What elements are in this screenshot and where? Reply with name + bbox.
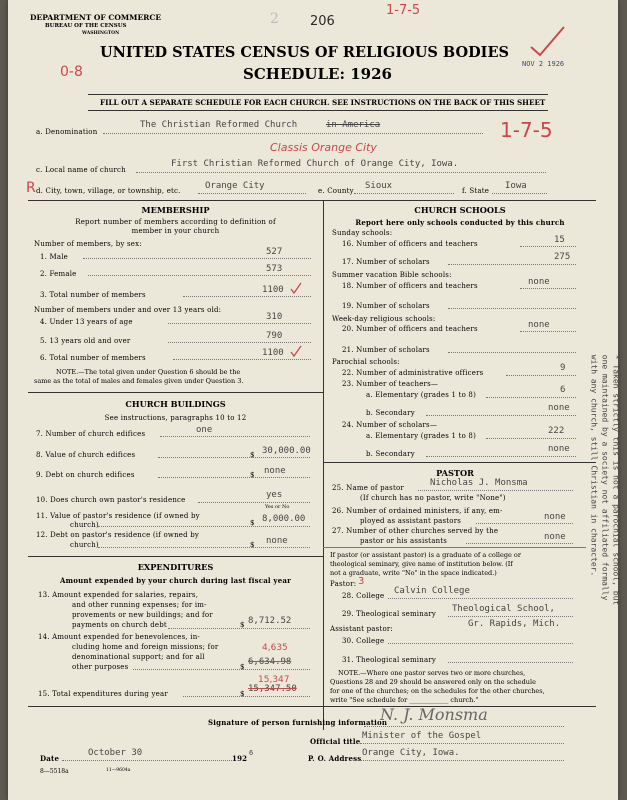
local-name-line (136, 172, 546, 173)
q29-value: Theological School, (452, 604, 555, 614)
official-title-value: Minister of the Gospel (362, 731, 482, 741)
census-schedule-page (8, 0, 621, 800)
pastor-intro-1: If pastor (or assistant pastor) is a graduate of a college or (330, 551, 521, 559)
yes-or-no-hint: Yes or No (265, 504, 290, 510)
buildings-top-rule (28, 392, 323, 393)
form-number-2: 11—9604a (106, 768, 131, 773)
q17-line (448, 264, 576, 265)
q22-label: 22. Number of administrative officers (342, 369, 484, 377)
pastor-intro-2: theological seminary, give name of institution below. (If (330, 560, 513, 568)
separate-schedule-instruction: FILL OUT A SEPARATE SCHEDULE FOR EACH CHURCH. SEE INSTRUCTIONS ON THE BACK OF THIS SHEET (100, 98, 546, 107)
q8-value: 30,000.00 (262, 446, 311, 456)
pastor-intro-3: not a graduate, write "No" in the space indicated.) (330, 569, 497, 577)
pastor-note-4: write "See schedule for ____________ church." (330, 696, 479, 704)
q20-label: 20. Number of officers and teachers (342, 325, 478, 333)
schools-title: CHURCH SCHOOLS (414, 205, 506, 215)
denomination-code-mark: 1-7-5 (500, 118, 553, 142)
parochial-schools-label: Parochial schools: (332, 358, 400, 366)
section-top-rule (28, 200, 596, 201)
side-note-line-1: * Taken strictly this is not a parochial school, but (611, 354, 621, 606)
q26-label-a: 26. Number of ordained ministers, if any, em- (332, 507, 503, 515)
q27-line (466, 543, 573, 544)
q4-label: 4. Under 13 years of age (40, 318, 133, 326)
red-check-icon (528, 25, 568, 57)
q31-line (448, 662, 573, 663)
pastor-note-3: for one of the churches; on the schedules for the other churches, (330, 687, 545, 695)
q25-label: 25. Name of pastor (332, 484, 404, 492)
classis-note: Classis Orange City (270, 141, 377, 154)
local-name-label: c. Local name of church (36, 166, 126, 174)
q23a-line (486, 397, 576, 398)
state-line (492, 193, 547, 194)
members-by-sex-label: Number of members, by sex: (34, 240, 142, 248)
signature-line (364, 726, 564, 727)
address-value: Orange City, Iowa. (362, 748, 460, 758)
q9-label: 9. Debt on church edifices (36, 471, 135, 479)
q14-line (133, 669, 310, 670)
q15-red-correction: 15,347 (258, 675, 290, 685)
q17-value: 275 (554, 252, 571, 262)
denomination-line (103, 133, 483, 134)
q13-dollar: $ (240, 621, 245, 629)
year-prefix: 192 (232, 754, 248, 763)
pastor-note-2: Questions 28 and 29 should be answered only on the schedule (330, 678, 536, 686)
q29-value-2: Gr. Rapids, Mich. (468, 619, 561, 629)
q11-line (98, 526, 310, 527)
buildings-title: CHURCH BUILDINGS (125, 399, 226, 409)
q23b-line (426, 415, 576, 416)
column-divider (323, 200, 324, 730)
q27-label-b: pastor or his assistants (360, 537, 448, 545)
q28-label: 28. College (342, 592, 385, 600)
q7-value: one (196, 425, 213, 435)
age-label: Number of members under and over 13 years old: (34, 306, 222, 314)
q25-line (418, 490, 573, 491)
q15-label: 15. Total expenditures during year (38, 690, 168, 698)
schools-sub: Report here only schools conducted by this church (355, 218, 565, 227)
county-value: Sioux (365, 181, 393, 191)
q12-label-b: church) (70, 541, 99, 549)
city-value: Orange City (205, 181, 265, 191)
side-note (589, 355, 622, 605)
q27-value: none (544, 532, 566, 542)
q15-dollar: $ (240, 690, 245, 698)
address-line (360, 760, 564, 761)
q24a-label: a. Elementary (grades 1 to 8) (366, 432, 477, 440)
q27-label-a: 27. Number of other churches served by the (332, 527, 499, 535)
q3-red-check-icon (290, 282, 302, 294)
q10-value: yes (266, 490, 283, 500)
bureau-label: BUREAU OF THE CENSUS (45, 23, 127, 29)
buildings-sub: See instructions, paragraphs 10 to 12 (104, 414, 247, 422)
signature-label: Signature of person furnishing information (208, 718, 388, 727)
red-mark-left: 0-8 (60, 64, 83, 80)
q24b-label: b. Secondary (366, 450, 415, 458)
q21-label: 21. Number of scholars (342, 346, 430, 354)
city-label: d. City, town, village, or township, etc. (36, 187, 181, 195)
denomination-struck: in America (326, 120, 381, 130)
q4-line (168, 323, 311, 324)
schedule-title: SCHEDULE: 1926 (243, 65, 392, 83)
q10-label: 10. Does church own pastor's residence (36, 496, 186, 504)
q24b-line (426, 456, 576, 457)
q23b-label: b. Secondary (366, 409, 415, 417)
side-note-line-2: one maintained by a society not affiliated formally (600, 354, 610, 601)
signature-value: N. J. Monsma (380, 705, 488, 724)
assistant-pastor-label: Assistant pastor: (330, 625, 393, 633)
q16-line (520, 246, 576, 247)
q23a-label: a. Elementary (grades 1 to 8) (366, 391, 477, 399)
city-line (198, 193, 306, 194)
q20-line (520, 331, 576, 332)
q25-value: Nicholas J. Monsma (430, 478, 528, 488)
q18-line (520, 288, 576, 289)
q13-label-d: payments on church debt (72, 621, 167, 629)
q23b-value: none (548, 403, 570, 413)
pastor-divider (323, 547, 586, 548)
q13-label-c: provements or new buildings; and for (72, 611, 213, 619)
q6-label: 6. Total number of members (40, 354, 146, 362)
q16-value: 15 (554, 235, 565, 245)
q3-label: 3. Total number of members (40, 291, 146, 299)
q6-value: 1100 (262, 348, 284, 358)
q30-line (388, 643, 573, 644)
q12-dollar: $ (250, 541, 255, 549)
q15-line (183, 696, 310, 697)
q8-dollar: $ (250, 451, 255, 459)
q28-line (388, 598, 573, 599)
q22-value: 9 (560, 363, 566, 373)
q21-line (448, 352, 576, 353)
q9-value: none (264, 466, 286, 476)
q14-label-c: denominational support; and for all (72, 653, 205, 661)
q29-label: 29. Theological seminary (342, 610, 437, 618)
form-number: 8—5518a (40, 768, 69, 775)
q14-dollar: $ (240, 663, 245, 671)
q11-label-b: church) (70, 521, 99, 529)
q3-line (183, 296, 311, 297)
q2-value: 573 (266, 264, 283, 274)
q24b-value: none (548, 444, 570, 454)
q31-label: 31. Theological seminary (342, 656, 437, 664)
expenditures-top-rule (28, 556, 323, 557)
q28-value: Calvin College (394, 586, 470, 596)
q25-note: (If church has no pastor, write "None") (360, 494, 506, 502)
membership-note-1: NOTE.—The total given under Question 6 should be the (56, 368, 241, 376)
q2-label: 2. Female (40, 270, 77, 278)
local-name-value: First Christian Reformed Church of Orange City, Iowa. (171, 159, 459, 169)
date-label: Date (40, 754, 60, 763)
dept-label: DEPARTMENT OF COMMERCE (30, 13, 162, 22)
q5-line (168, 342, 311, 343)
state-value: Iowa (505, 181, 527, 191)
address-label: P. O. Address (308, 754, 362, 763)
q5-label: 5. 13 years old and over (40, 337, 131, 345)
year-suffix: 6 (249, 749, 254, 757)
pastor-red-mark: 3 (358, 576, 365, 587)
membership-note-2: same as the total of males and females given under Question 3. (34, 377, 244, 385)
q1-label: 1. Male (40, 253, 69, 261)
q11-value: 8,000.00 (262, 514, 306, 524)
instruction-rule (88, 110, 548, 111)
faint-number: 2 (270, 11, 279, 27)
q13-label-a: 13. Amount expended for salaries, repairs, (38, 591, 199, 599)
q16-label: 16. Number of officers and teachers (342, 240, 478, 248)
q7-line (160, 436, 310, 437)
q18-value: none (528, 277, 550, 287)
denomination-value: The Christian Reformed Church (140, 120, 298, 130)
q7-label: 7. Number of church edifices (36, 430, 146, 438)
top-rule (88, 94, 548, 95)
membership-title: MEMBERSHIP (141, 205, 210, 215)
q14-label-b: cluding home and foreign missions; for (72, 643, 219, 651)
q24a-line (486, 438, 576, 439)
q14-label-a: 14. Amount expended for benevolences, in- (38, 633, 200, 641)
q10-line (198, 502, 310, 503)
q14-label-d: other purposes (72, 663, 129, 671)
q24a-value: 222 (548, 426, 565, 436)
q15-value: 15,347.50 (248, 684, 297, 694)
q19-label: 19. Number of scholars (342, 302, 430, 310)
q8-line (158, 457, 310, 458)
q6-red-check-icon (290, 345, 302, 357)
county-label: e. County (318, 187, 354, 195)
q20-value: none (528, 320, 550, 330)
red-mark-topright: 1-7-5 (386, 3, 421, 18)
pastor-title: PASTOR (436, 468, 474, 478)
membership-sub2: member in your church (131, 227, 220, 235)
q8-label: 8. Value of church edifices (36, 451, 136, 459)
q29-line (448, 616, 573, 617)
q19-line (448, 308, 576, 309)
q11-label-a: 11. Value of pastor's residence (if owned by (36, 512, 200, 520)
red-mark-r: R (26, 180, 36, 196)
official-title-line (360, 743, 564, 744)
q17-label: 17. Number of scholars (342, 258, 430, 266)
received-date-stamp: NOV 2 1926 (522, 60, 565, 68)
q30-label: 30. College (342, 637, 385, 645)
side-note-line-3: with any church, still Christian in character. (589, 354, 599, 577)
q4-value: 310 (266, 312, 283, 322)
q26-label-b: ployed as assistant pastors (360, 517, 462, 525)
q2-line (88, 275, 311, 276)
q14-red-correction: 4,635 (262, 643, 288, 653)
date-line (62, 760, 232, 761)
schedule-number: 206 (310, 14, 335, 29)
expenditures-title: EXPENDITURES (137, 562, 214, 572)
q1-value: 527 (266, 247, 283, 257)
expenditures-sub: Amount expended by your church during last fiscal year (60, 576, 291, 585)
q3-value: 1100 (262, 285, 284, 295)
denomination-label: a. Denomination (36, 128, 98, 136)
q9-dollar: $ (250, 471, 255, 479)
q13-label-b: and other running expenses; for im- (72, 601, 207, 609)
pastor-subhead: Pastor: (330, 580, 357, 588)
sunday-schools-label: Sunday schools: (332, 229, 393, 237)
membership-sub1: Report number of members according to definition of (75, 218, 276, 226)
date-value: October 30 (88, 748, 143, 758)
q1-line (83, 258, 311, 259)
census-title: UNITED STATES CENSUS OF RELIGIOUS BODIES (100, 44, 509, 61)
q13-value: 8,712.52 (248, 616, 292, 626)
q12-value: none (266, 536, 288, 546)
q12-line (98, 547, 310, 548)
state-label: f. State (462, 187, 490, 195)
q9-line (158, 477, 310, 478)
q22-line (506, 375, 576, 376)
q24-label: 24. Number of scholars— (342, 421, 438, 429)
pastor-top-rule (323, 462, 596, 463)
q23-label: 23. Number of teachers— (342, 380, 439, 388)
city-label: WASHINGTON (82, 31, 120, 36)
q23a-value: 6 (560, 385, 566, 395)
official-title-label: Official title (310, 737, 361, 746)
q13-line (168, 628, 310, 629)
q6-line (173, 359, 311, 360)
q11-dollar: $ (250, 519, 255, 527)
weekday-schools-label: Week-day religious schools: (332, 315, 436, 323)
q12-label-a: 12. Debt on pastor's residence (if owned by (36, 531, 200, 539)
summer-schools-label: Summer vacation Bible schools: (332, 271, 452, 279)
pastor-note-1: NOTE.—Where one pastor serves two or more churches, (338, 669, 526, 677)
county-line (354, 193, 454, 194)
section-bottom-rule (28, 706, 596, 707)
q14-value: 6,634.98 (248, 657, 292, 667)
q26-line (476, 523, 573, 524)
q5-value: 790 (266, 331, 283, 341)
q26-value: none (544, 512, 566, 522)
q18-label: 18. Number of officers and teachers (342, 282, 478, 290)
